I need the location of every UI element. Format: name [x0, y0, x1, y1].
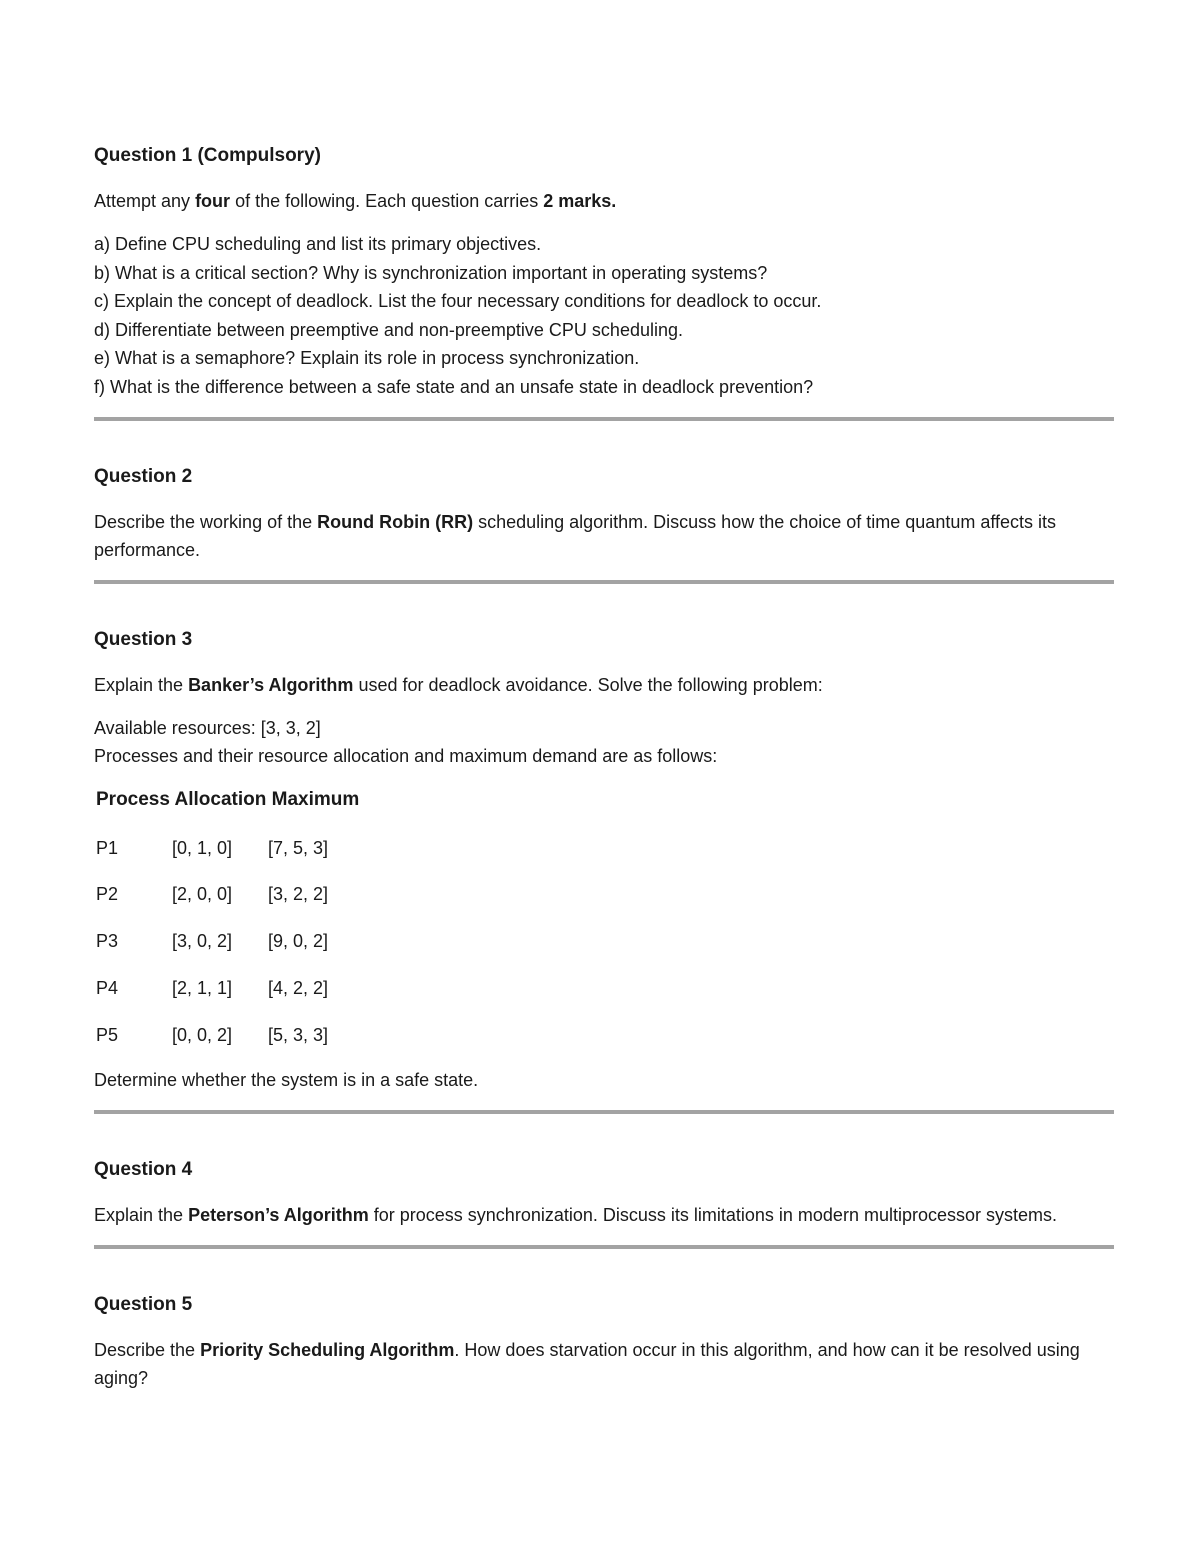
q4-text-b: Peterson’s Algorithm [188, 1205, 369, 1225]
allocation-cell: [2, 1, 1] [172, 978, 233, 998]
list-item: c) Explain the concept of deadlock. List the four necessary conditions for deadlock to occur. [94, 291, 822, 311]
allocation-cell: [3, 0, 2] [172, 931, 233, 951]
question-5-text [94, 1336, 1114, 1392]
q3-text-c: used for deadlock avoidance. Solve the following problem: [353, 675, 823, 695]
question-1-intro [94, 187, 1114, 215]
question-1-list [94, 230, 1114, 401]
maximum-cell: [9, 0, 2] [268, 931, 329, 951]
available-resources: Available resources: [3, 3, 2] [94, 718, 321, 738]
table-row [94, 880, 1114, 908]
q5-text-c: . How does starvation occur in this algorithm, and how can it be resolved using aging? [94, 1340, 1080, 1388]
list-item: b) What is a critical section? Why is synchronization important in operating systems? [94, 262, 768, 283]
question-3-title: Question 3 [94, 629, 193, 650]
divider [94, 580, 1114, 584]
table-header: Process Allocation Maximum [96, 789, 360, 810]
maximum-cell: [7, 5, 3] [268, 838, 329, 858]
question-1 [94, 142, 1114, 401]
question-5-title: Question 5 [94, 1294, 193, 1315]
maximum-cell: [3, 2, 2] [268, 884, 329, 904]
allocation-cell: [0, 0, 2] [172, 1025, 233, 1045]
process-cell: P4 [96, 978, 119, 998]
process-cell: P1 [96, 838, 119, 858]
question-1-title: Question 1 (Compulsory) [94, 145, 321, 166]
process-cell: P2 [96, 884, 119, 904]
q4-text-c: for process synchronization. Discuss its limitations in modern multiprocessor systems. [368, 1205, 1057, 1225]
list-item: a) Define CPU scheduling and list its primary objectives. [94, 234, 542, 254]
q5-text-b: Priority Scheduling Algorithm [200, 1340, 455, 1360]
q2-text-b: Round Robin (RR) [317, 512, 474, 532]
table-row [94, 834, 1114, 862]
divider [94, 1245, 1114, 1249]
q4-text-a: Explain the [94, 1205, 189, 1225]
intro-text-c: of the following. Each question carries [230, 191, 544, 211]
maximum-cell: [5, 3, 3] [268, 1025, 329, 1045]
intro-text-a: Attempt any [94, 191, 196, 211]
allocation-cell: [2, 0, 0] [172, 884, 233, 904]
q5-text-a: Describe the [94, 1340, 201, 1360]
list-item: e) What is a semaphore? Explain its role in process synchronization. [94, 348, 640, 368]
q3-text-a: Explain the [94, 675, 189, 695]
table-row [94, 1021, 1114, 1049]
question-3-conclusion: Determine whether the system is in a safe state. [94, 1070, 479, 1090]
question-2-text [94, 508, 1114, 564]
question-2 [94, 463, 1114, 564]
question-5 [94, 1291, 1114, 1392]
processes-note: Processes and their resource allocation and maximum demand are as follows: [94, 746, 718, 766]
intro-text-b: four [195, 191, 231, 211]
question-4-text [94, 1201, 1114, 1229]
process-cell: P5 [96, 1025, 119, 1045]
divider [94, 417, 1114, 421]
question-4-title: Question 4 [94, 1159, 193, 1180]
process-cell: P3 [96, 931, 119, 951]
divider [94, 1110, 1114, 1114]
question-3-text [94, 671, 1114, 699]
intro-text-d: 2 marks. [543, 191, 617, 211]
q3-text-b: Banker’s Algorithm [188, 675, 354, 695]
q2-text-c: scheduling algorithm. Discuss how the choice of time quantum affects its performance. [94, 512, 1057, 560]
process-table [94, 786, 1114, 1049]
maximum-cell: [4, 2, 2] [268, 978, 329, 998]
list-item: d) Differentiate between preemptive and non-preemptive CPU scheduling. [94, 319, 683, 340]
q2-text-a: Describe the working of the [94, 512, 318, 532]
question-3 [94, 626, 1114, 1094]
allocation-cell: [0, 1, 0] [172, 838, 233, 858]
question-4 [94, 1156, 1114, 1229]
list-item: f) What is the difference between a safe state and an unsafe state in deadlock prevention? [94, 376, 814, 397]
table-row [94, 927, 1114, 955]
table-row [94, 974, 1114, 1002]
question-2-title: Question 2 [94, 466, 193, 487]
exam-page [94, 140, 1114, 1392]
